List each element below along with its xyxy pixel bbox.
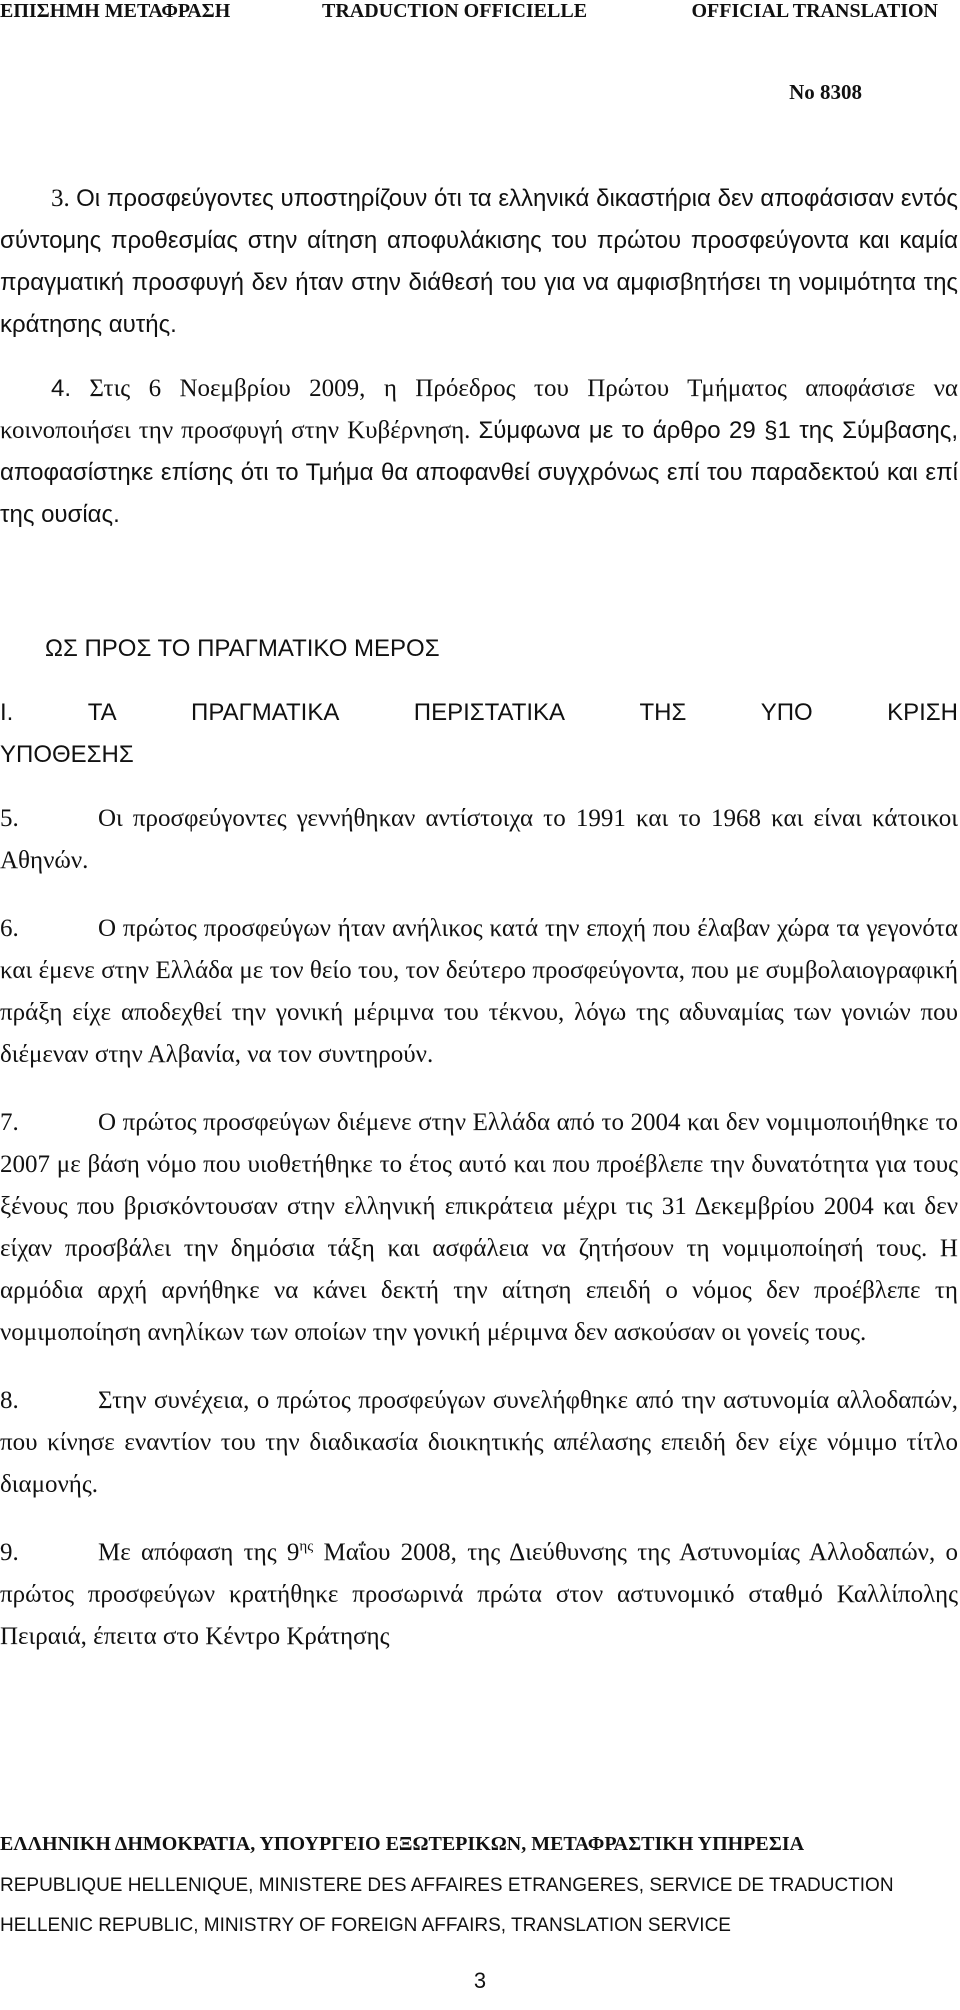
paragraph-number: 5.: [0, 805, 19, 832]
paragraph-number: 3.: [51, 185, 70, 212]
translation-header: [0, 0, 960, 22]
footer-english: HELLENIC REPUBLIC, MINISTRY OF FOREIGN AFFAIRS, TRANSLATION SERVICE: [0, 1915, 731, 1936]
paragraph-text: Μαΐου 2008, της Διεύθυνσης της Αστυνομίας Αλλοδαπών, ο πρώτος προσφεύγων κρατήθηκε προσωρινά πρώτα στον αστυνομικό σταθμό Καλλίπολης Πειραιά, έπειτα στο Κέντρο Κράτησης: [0, 1539, 958, 1650]
header-english: OFFICIAL TRANSLATION: [691, 0, 938, 22]
page-number: 3: [473, 1968, 487, 1993]
heading-word: ΥΠΟΘΕΣΗΣ: [0, 741, 134, 768]
heading-word: ΠΡΑΓΜΑΤΙΚΑ: [191, 699, 340, 726]
paragraph-number: 6.: [0, 915, 19, 942]
paragraph-text: Στις 6 Νοεμβρίου 2009, η Πρόεδρος του Πρώτου Τμήματος αποφάσισε να κοινοποιήσει την προσφυγή στην Κυβέρνηση.: [0, 375, 958, 444]
paragraph-3: [0, 178, 958, 346]
document-body: [0, 178, 958, 1658]
subsection-heading: [0, 692, 958, 776]
paragraph-4: [0, 368, 958, 536]
paragraph-9: [0, 1532, 958, 1658]
paragraph-text: Σύμφωνα με το άρθρο 29 §1 της Σύμβασης, αποφασίστηκε επίσης ότι το Τμήμα θα αποφανθεί συγχρόνως επί του παραδεκτού και επί της ουσίας.: [0, 417, 958, 528]
paragraph-text: Ο πρώτος προσφεύγων διέμενε στην Ελλάδα από το 2004 και δεν νομιμοποιήθηκε το 2007 με βάση νόμο που υιοθετήθηκε το έτος αυτό και που προέβλεπε την δυνατότητα για τους ξένους που βρισκόντουσαν στην ελληνική επικράτεια μέχρι τις 31 Δεκεμβρίου 2004 και δεν είχαν προσβάλει την δημόσια τάξη και ασφάλεια να ζητήσουν τη νομιμοποίησή τους. Η αρμόδια αρχή αρνήθηκε να κάνει δεκτή την αίτηση επειδή ο νόμος δεν προέβλεπε τη νομιμοποίηση ανηλίκων των οποίων την γονική μέριμνα δεν ασκούσαν οι γονείς τους.: [0, 1109, 958, 1346]
paragraph-text: Με απόφαση της 9: [98, 1539, 300, 1566]
footer-french: REPUBLIQUE HELLENIQUE, MINISTERE DES AFFAIRES ETRANGERES, SERVICE DE TRADUCTION: [0, 1875, 894, 1896]
paragraph-number: 4.: [51, 375, 72, 402]
heading-word: ΚΡΙΣΗ: [887, 699, 958, 726]
paragraph-text: Ο πρώτος προσφεύγων ήταν ανήλικος κατά την εποχή που έλαβαν χώρα τα γεγονότα και έμενε στην Ελλάδα με τον θείο του, τον δεύτερο προσφεύγοντα, που με συμβολαιογραφική πράξη είχε αποδεχθεί την γονική μέριμνα του τέκνου, λόγω της αδυναμίας των γονιών που διέμεναν στην Αλβανία, να τον συντηρούν.: [0, 915, 958, 1068]
paragraph-number: 8.: [0, 1387, 19, 1414]
paragraph-5: [0, 798, 958, 882]
heading-word: ΤΗΣ: [639, 699, 687, 726]
heading-word: ΠΕΡΙΣΤΑΤΙΚΑ: [413, 699, 566, 726]
paragraph-number: 9.: [0, 1539, 19, 1566]
heading-word: ΤΑ: [87, 699, 117, 726]
paragraph-6: [0, 908, 958, 1076]
ordinal-suffix: ης: [299, 1538, 314, 1555]
paragraph-text: Οι προσφεύγοντες υποστηρίζουν ότι τα ελληνικά δικαστήρια δεν αποφάσισαν εντός σύντομης προθεσμίας στην αίτηση αποφυλάκισης του πρώτου προσφεύγοντα και καμία πραγματική προσφυγή δεν ήταν στην διάθεσή του για να αμφισβητήσει τη νομιμότητα της κράτησης αυτής.: [0, 185, 958, 338]
subsection-number: I.: [0, 699, 14, 726]
header-greek: ΕΠΙΣΗΜΗ ΜΕΤΑΦΡΑΣΗ: [0, 0, 231, 22]
footer-greek: ΕΛΛΗΝΙΚΗ ΔΗΜΟΚΡΑΤΙΑ, ΥΠΟΥΡΓΕΙΟ ΕΞΩΤΕΡΙΚΩΝ, ΜΕΤΑΦΡΑΣΤΙΚΗ ΥΠΗΡΕΣΙΑ: [0, 1833, 805, 1855]
document-number: No 8308: [789, 80, 862, 104]
paragraph-text: Στην συνέχεια, ο πρώτος προσφεύγων συνελήφθηκε από την αστυνομία αλλοδαπών, που κίνησε εναντίον του την διαδικασία διοικητικής απέλασης επειδή δεν είχε νόμιμο τίτλο διαμονής.: [0, 1387, 958, 1498]
paragraph-7: [0, 1102, 958, 1354]
heading-word: ΥΠΟ: [760, 699, 813, 726]
paragraph-8: [0, 1380, 958, 1506]
header-french: TRADUCTION OFFICIELLE: [322, 0, 588, 22]
paragraph-number: 7.: [0, 1109, 19, 1136]
paragraph-text: Οι προσφεύγοντες γεννήθηκαν αντίστοιχα το 1991 και το 1968 και είναι κάτοικοι Αθηνών.: [0, 805, 958, 874]
section-heading: ΩΣ ΠΡΟΣ ΤΟ ΠΡΑΓΜΑΤΙΚΟ ΜΕΡΟΣ: [45, 635, 440, 662]
